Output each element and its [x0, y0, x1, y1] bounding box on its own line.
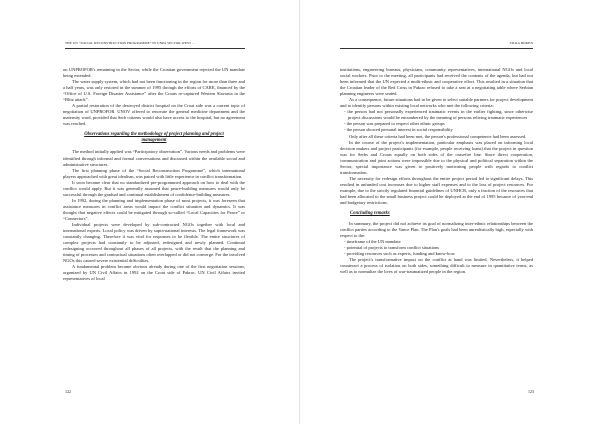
right-paragraph: As a consequence, future situations had to be given to select suitable partners for project development and to identify persons within existing local networks who met the following criteria:	[340, 97, 533, 109]
left-paragraph: on UNPROFOR's remaining in the Sector, while the Croatian government rejected the UN mandate being extended.	[63, 67, 245, 79]
right-paragraph: institutions, engineering bureaus, physicians, community representatives, international NGOs and local social workers. Prior to the meeting, all participants had received the contents of the agenda, but had not been informed that the UN expected a multi-ethnic and cooperative effort. This resulted in a situation that the Croatian leader of the Red Cross in Pakrac refused to take a seat at a negotiating table where Serbian planning engineers were seated.	[340, 67, 533, 97]
criteria-list	[340, 109, 533, 133]
left-paragraph: The first planning phase of the “Social Reconstruction Programme”, which international players approached with great idealism, was paired with little experience in conflict transformation.	[63, 167, 245, 179]
list-item: - potential of projects to transform conflict situations	[344, 245, 440, 251]
right-paragraph: The project's transformative impact on the conflict at hand was limited. Nevertheless, it helped counteract a process of isolation on both sides, something difficult to measure in quantitative terms, as well as to normalize the lives of war-traumatized people in the region.	[340, 257, 533, 275]
left-paragraph: Individual projects were developed by sub-contracted NGOs together with local and international experts. Local policy was driven by supra-national interests. The legal framework was constantly changing. Therefore it was vital for responses to be flexible. The entire structures of complex projects had constantly to be adjusted, redesigned and newly planned. Continual redesigning occurred throughout all phases of all projects, with the result that the planning and timing of processes and contractual situations often overlapped or did not converge. For the involved NGOs this caused severe existential difficulties.	[63, 222, 245, 264]
right-section-heading: Concluding remarks	[350, 211, 390, 217]
left-paragraph: In 1992, during the planning and implementation phase of most projects, it was foreseen that assistance measures in conflict areas would impact the conflict situation and dynamics. It was thought that negative effects could be mitigated through so-called “Local Capacities for Peace” or “Connectors”.	[63, 197, 245, 221]
right-page	[300, 0, 600, 424]
list-item: - timeframe of the UN mandate	[344, 239, 401, 245]
right-paragraph: The necessity for redesign efforts throughout the entire project period led to significant delays. This resulted in unfunded cost increases due to higher staff expenses and to the loss of project resources. For example, due to the strictly regulated financial guidelines of UNHCR, only a fraction of the resources that had been allocated to the small business project could be deployed at the end of 1995 because of year-end and budgetary restrictions.	[340, 175, 533, 206]
goals-list	[340, 239, 533, 257]
left-paragraph: A partial restoration of the destroyed district hospital on the Croat side was a current topic of negotiation of UNPROFOR. UNOV offered to renovate the general medicine department and the maternity ward, provided that Serb citizens would also have access to the hospital, but no agreement was reached.	[63, 103, 245, 127]
right-body-text	[340, 67, 533, 276]
right-paragraph: In the course of the project's implementation, particular emphasis was placed on informing local decision makers and project participants (for example, people receiving loans) that the project in question was for Serbs and Croats equally on both sides of the ceasefire line. Since direct cooperation, communication and joint actions were impossible due to the physical and political separation within the Sector, special importance was given to positively motivating people with regards to conflict transformation.	[340, 139, 533, 175]
right-paragraph: In summary, the project did not achieve its goal of normalizing inter-ethnic relationships between the conflict parties according to the Vance Plan. The Plan's goals had been unrealistically high, especially with respect to the:	[340, 221, 533, 239]
list-item: - the person was prepared to respect other ethnic groups	[344, 121, 445, 127]
list-item: - providing resources such as experts, funding and know-how	[344, 251, 455, 257]
left-running-head: THE UN “SOCIAL RECONSTRUCTION PROGRAMME” IN UNPA SECTOR WEST …	[65, 41, 196, 45]
right-header-rule	[340, 48, 533, 49]
left-paragraph: A fundamental problem became obvious already during one of the first negotiation sessions, organized by UN Civil Affairs in 1992 on the Croat side of Pakrac. UN Civil Affairs invited representatives of local	[63, 264, 245, 282]
list-item: - the person had not personally experienced traumatic events in the earlier fighting, since otherwise project discussions would be encumbered by the meaning of persons reliving traumatic experiences	[344, 109, 533, 121]
left-paragraph: The method initially applied was “Participatory observation”. Various needs and problems were identified through informal and formal conversations and discussed within the available social and administrative structures.	[63, 149, 245, 167]
left-paragraph: It soon became clear that no standardized pre-programmed approach on how to deal with the conflict would apply. But it was generally assumed that peace-building measures would only be successful through the gradual and continual establishment of confidence-building measures.	[63, 179, 245, 197]
left-header-rule	[65, 48, 245, 49]
left-paragraph: The water supply system, which had not been functioning in the region for more than three and a half years, was only restored in the summer of 1995 through the efforts of CARE, financed by the “Office of U.S. Foreign Disaster Assistance” after the Croats re-captured Western Slavonia in the “Blitz attack”.	[63, 79, 245, 103]
right-running-head: SILKA BOKEN	[509, 41, 533, 45]
left-section-heading: Observations regarding the methodology of project planning and project management	[84, 132, 224, 144]
right-page-number: 123	[528, 389, 534, 394]
right-paragraph: Only after all these criteria had been met, the person's professional competence had been assessed.	[349, 133, 527, 139]
list-item: - the person showed personal interest in social responsibility	[344, 127, 453, 133]
left-page-number: 122	[65, 389, 71, 394]
left-body-text	[63, 67, 245, 283]
